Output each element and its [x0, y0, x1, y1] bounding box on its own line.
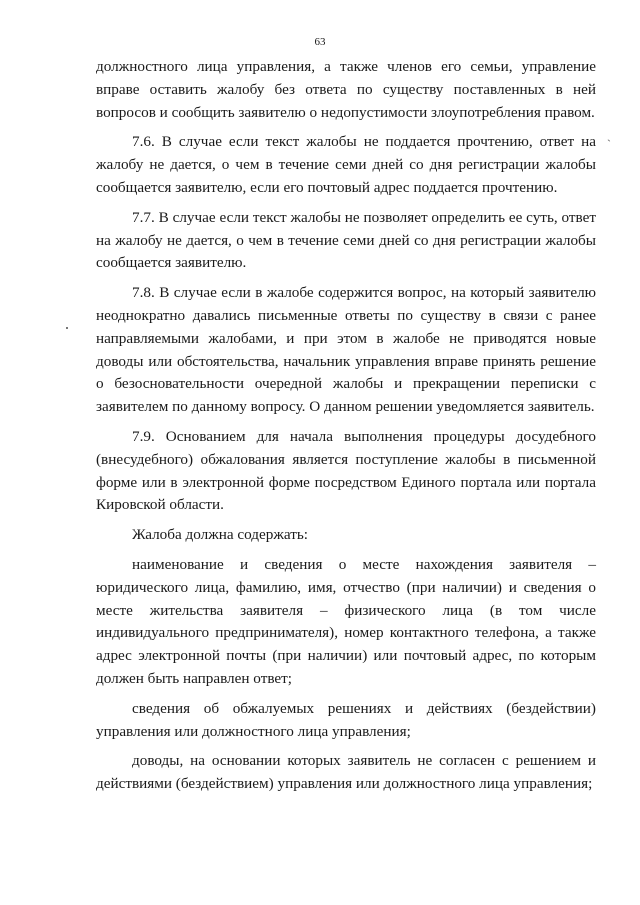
paragraph-list-item-arguments: доводы, на основании которых заявитель не согласен с решением и действиями (бездействием) управления или должностного лица управления; [96, 752, 596, 793]
document-body [96, 56, 596, 803]
paragraph-7-8: 7.8. В случае если в жалобе содержится вопрос, на который заявителю неоднократно давались письменные ответы по существу в связи с ранее направляемыми жалобами, и при этом в жалобе не приводятся новые доводы или обстоятельства, начальник управления вправе принять решение о безосновательности очередной жалобы и прекращении переписки с заявителем по данному вопросу. О данном решении уведомляется заявитель. [96, 284, 596, 416]
paragraph-7-7: 7.7. В случае если текст жалобы не позволяет определить ее суть, ответ на жалобу не дается, о чем в течение семи дней со дня регистрации жалобы сообщается заявителю. [96, 208, 596, 272]
paragraph-7-6: 7.6. В случае если текст жалобы не поддается прочтению, ответ на жалобу не дается, о чем в течение семи дней со дня регистрации жалобы сообщается заявителю, если его почтовый адрес поддается прочтению. [96, 133, 596, 196]
paragraph-continuation: должностного лица управления, а также членов его семьи, управление вправе оставить жалобу без ответа по существу поставленных в ней вопросов и сообщить заявителю о недопустимости злоупотребления правом. [96, 58, 596, 121]
paragraph-list-item-applicant-info: наименование и сведения о месте нахождения заявителя – юридического лица, фамилию, имя, отчество (при наличии) и сведения о месте жительства заявителя – физического лица (в том числе индивидуального предпринимателя), номер контактного телефона, а также адрес электронной почты (при наличии) или почтовый адрес, по которым должен быть направлен ответ; [96, 555, 596, 687]
scan-mark: ˋ [607, 137, 611, 151]
paragraph-list-item-decisions: сведения об обжалуемых решениях и действиях (бездействии) управления или должностного лица управления; [96, 699, 596, 740]
paragraph-7-9: 7.9. Основанием для начала выполнения процедуры досудебного (внесудебного) обжалования является поступление жалобы в письменной форме или в электронной форме посредством Единого портала или портала Кировской области. [96, 427, 596, 514]
scan-speck [66, 327, 68, 329]
page-number: 63 [314, 36, 326, 48]
paragraph-complaint-contents-intro: Жалоба должна содержать: [132, 526, 308, 544]
